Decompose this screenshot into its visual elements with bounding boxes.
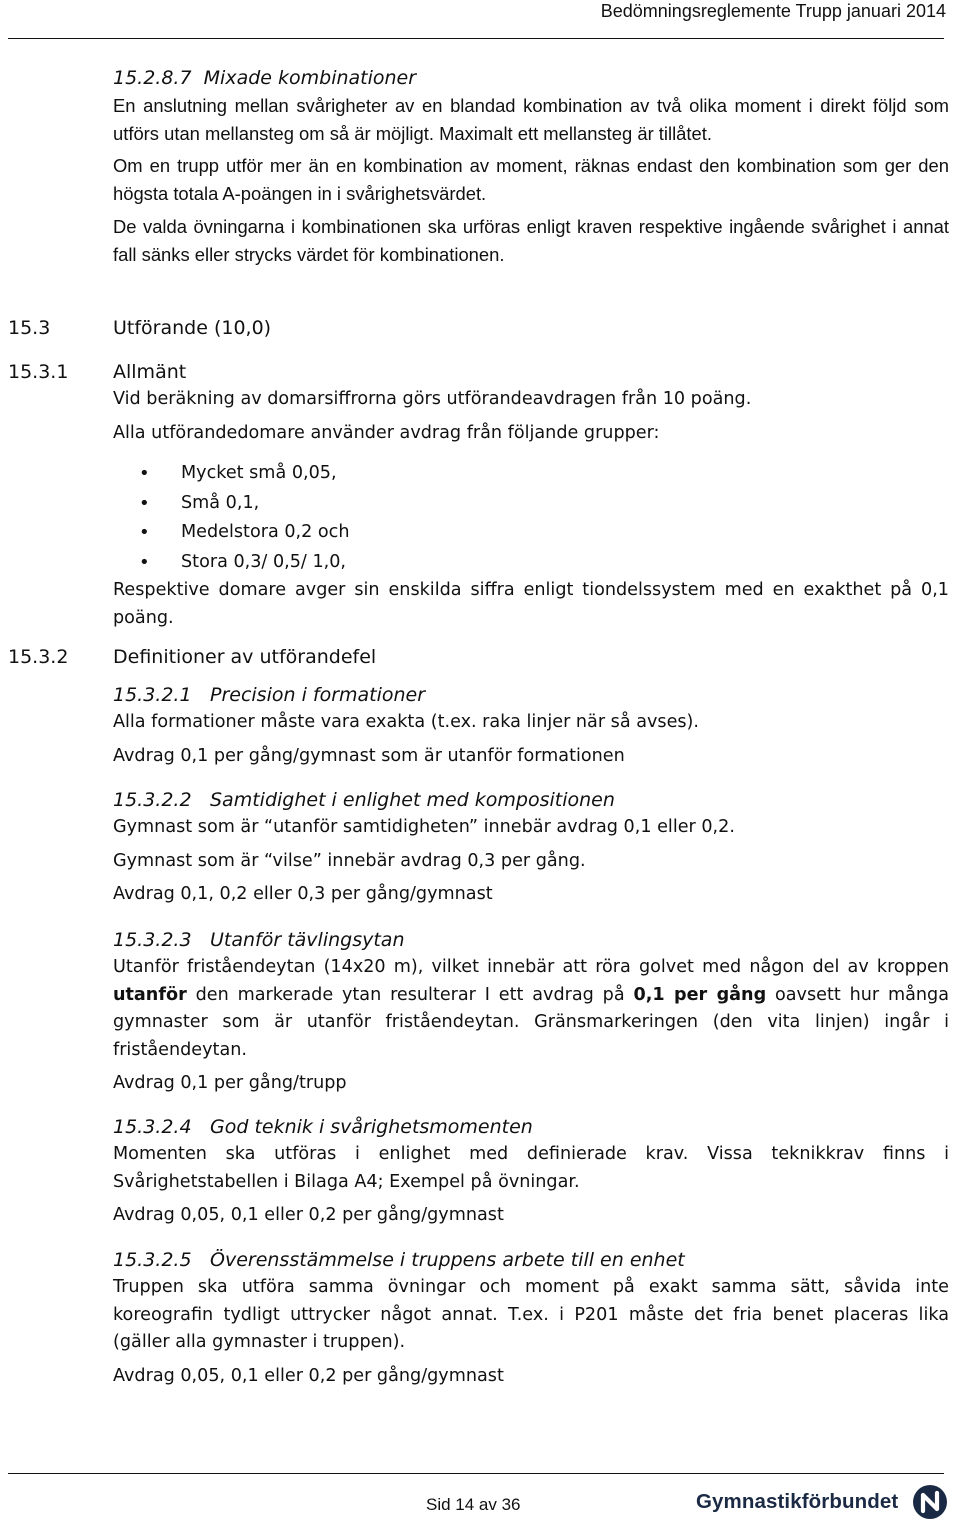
- running-header: Bedömningsreglemente Trupp januari 2014: [600, 1, 946, 21]
- paragraph: En anslutning mellan svårigheter av en blandad kombination av två olika moment i direkt följd som utförs utan mellansteg om så är möjligt. Maximalt ett mellansteg är tillåtet.: [113, 95, 949, 144]
- paragraph: Avdrag 0,05, 0,1 eller 0,2 per gång/gymnast: [113, 1205, 504, 1225]
- deduction-group-list: [113, 459, 949, 577]
- section-15-2-8-7: [113, 64, 949, 268]
- subsection-15-3-2-3: [113, 926, 949, 1098]
- subsection-15-3-2-4: [113, 1113, 949, 1230]
- list-item: • Mycket små 0,05,: [113, 459, 949, 489]
- section-heading: 15.2.8.7 Mixade kombinationer: [113, 67, 417, 89]
- list-item: • Små 0,1,: [113, 489, 949, 519]
- header-rule: [8, 38, 944, 39]
- section-heading: Utförande (10,0): [113, 317, 272, 339]
- paragraph: Vid beräkning av domarsiffrorna görs utförandeavdragen från 10 poäng.: [113, 389, 752, 409]
- page-number: Sid 14 av 36: [426, 1495, 521, 1514]
- section-heading: Allmänt: [113, 361, 187, 383]
- paragraph: Respektive domare avger sin enskilda siffra enligt tiondelssystem med en exakthet på 0,1 poäng.: [113, 580, 949, 628]
- subsection-heading: 15.3.2.2 Samtidighet i enlighet med kompositionen: [113, 789, 615, 811]
- paragraph: Gymnast som är “vilse” innebär avdrag 0,3 per gång.: [113, 850, 586, 871]
- paragraph: Momenten ska utföras i enlighet med definierade krav. Vissa teknikkrav finns i Svårighetstabellen i Bilaga A4; Exempel på övningar.: [113, 1144, 949, 1192]
- subsection-heading: 15.3.2.3 Utanför tävlingsytan: [113, 929, 405, 951]
- subsection-15-3-2-1: [113, 681, 949, 770]
- section-heading: Definitioner av utförandefel: [113, 646, 377, 668]
- paragraph: Avdrag 0,1 per gång/gymnast som är utanför formationen: [113, 745, 625, 766]
- paragraph: Utanför friståendeytan (14x20 m), vilket innebär att röra golvet med någon del av kroppen utanför den markerade ytan resulterar I ett avdrag på 0,1 per gång oavsett hur många gymnaster som är utanför friståendeytan. Gränsmarkeringen (den vita linjen) ingår i friståendeytan.: [113, 957, 950, 1060]
- list-item: • Medelstora 0,2 och: [113, 518, 949, 548]
- paragraph: Gymnast som är “utanför samtidigheten” innebär avdrag 0,1 eller 0,2.: [113, 817, 735, 837]
- federation-emblem-icon: [912, 1484, 948, 1520]
- subsection-heading: 15.3.2.5 Överensstämmelse i truppens arbete till en enhet: [113, 1249, 685, 1271]
- logo-text: Gymnastikförbundet: [696, 1490, 899, 1513]
- paragraph: Avdrag 0,1, 0,2 eller 0,3 per gång/gymnast: [113, 884, 493, 904]
- gymnastikforbundet-logo: [696, 1484, 950, 1522]
- subsection-15-3-2-2: [113, 786, 949, 909]
- section-15-3-1: [113, 358, 949, 632]
- subsection-heading: 15.3.2.1 Precision i formationer: [113, 684, 426, 706]
- paragraph: Alla utförandedomare använder avdrag från följande grupper:: [113, 422, 660, 443]
- paragraph: Alla formationer måste vara exakta (t.ex. raka linjer när så avses).: [113, 712, 700, 732]
- paragraph: Om en trupp utför mer än en kombination av moment, räknas endast den kombination som ger den högsta totala A-poängen in i svårighetsvärdet.: [113, 155, 949, 204]
- paragraph: Avdrag 0,1 per gång/trupp: [113, 1073, 347, 1093]
- paragraph: Avdrag 0,05, 0,1 eller 0,2 per gång/gymnast: [113, 1365, 504, 1386]
- section-number: 15.3.1: [8, 361, 69, 383]
- subsection-heading: 15.3.2.4 God teknik i svårighetsmomenten: [113, 1116, 533, 1138]
- paragraph: De valda övningarna i kombinationen ska urföras enligt kraven respektive ingående svårighet i annat fall sänks eller strycks värdet för kombinationen.: [113, 216, 949, 265]
- subsection-15-3-2-5: [113, 1246, 949, 1390]
- footer-rule: [8, 1473, 944, 1474]
- section-number: 15.3.2: [8, 646, 69, 668]
- list-item: • Stora 0,3/ 0,5/ 1,0,: [113, 548, 949, 578]
- section-number: 15.3: [8, 317, 51, 339]
- paragraph: Truppen ska utföra samma övningar och moment på exakt samma sätt, såvida inte koreografin tydligt uttrycker något annat. T.ex. i P201 måste det fria benet placeras lika (gäller alla gymnaster i truppen).: [113, 1277, 949, 1352]
